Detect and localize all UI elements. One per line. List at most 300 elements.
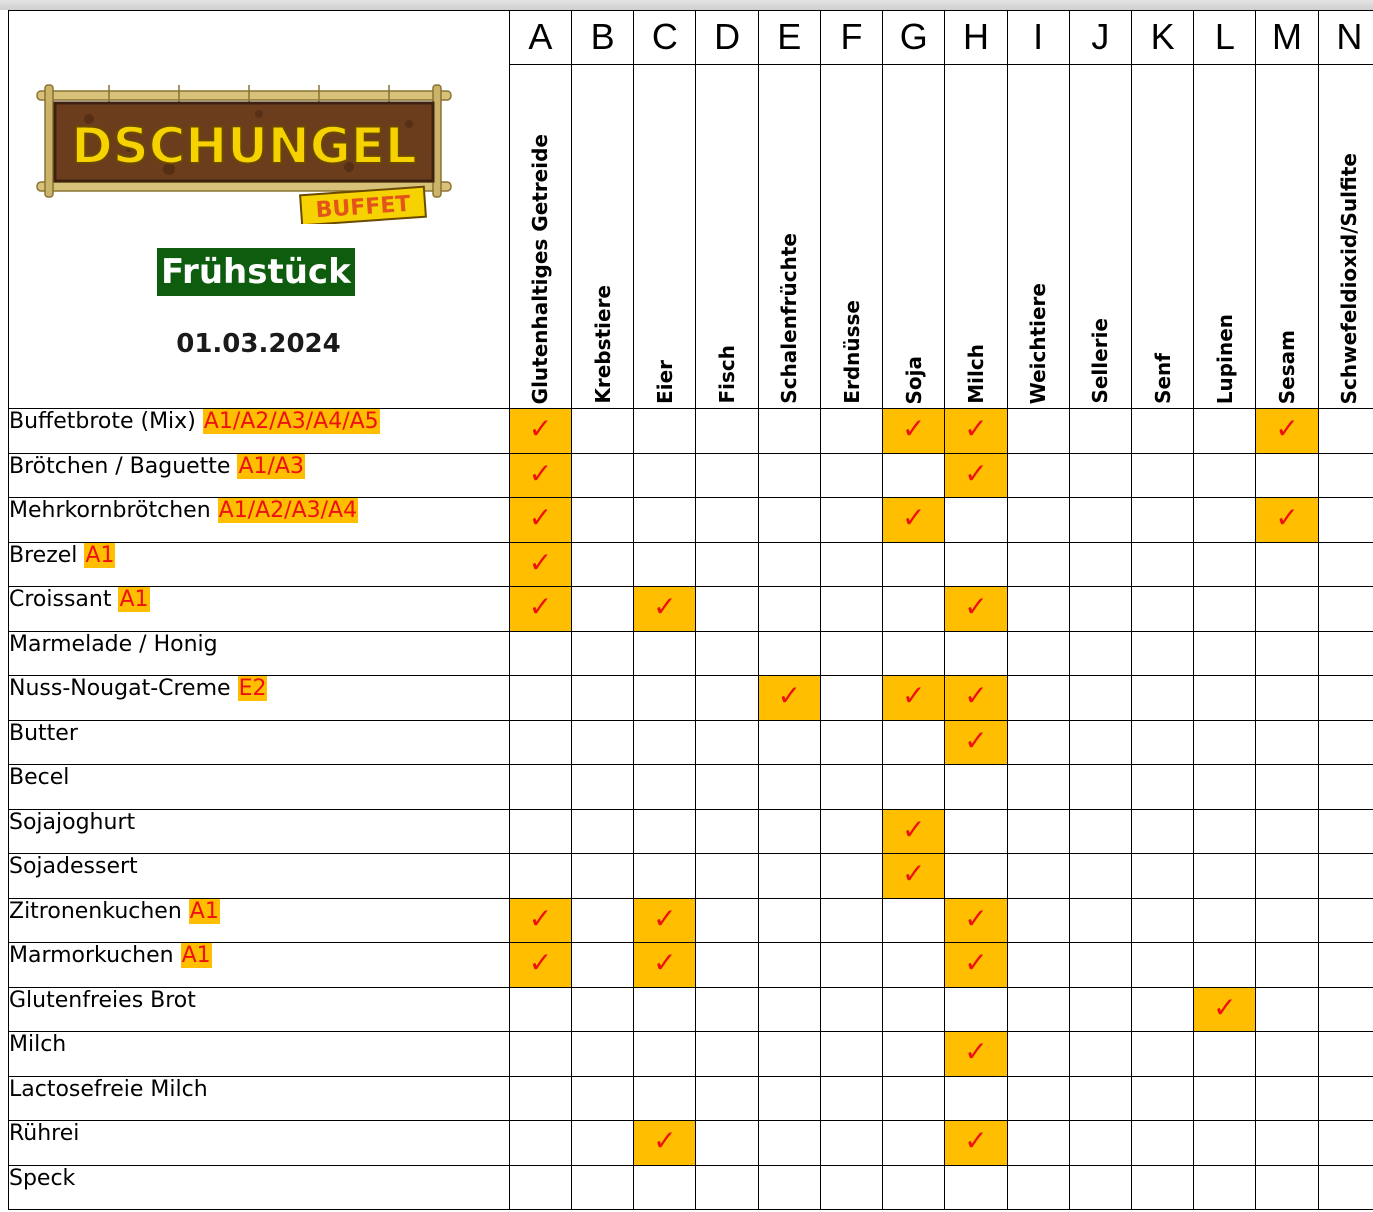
allergen-cell-c bbox=[634, 854, 696, 899]
allergen-name: Senf bbox=[1150, 353, 1175, 404]
allergen-cell-l bbox=[1194, 409, 1256, 454]
allergen-cell-l bbox=[1194, 453, 1256, 498]
allergen-name: Sellerie bbox=[1088, 318, 1113, 404]
allergen-cell-d bbox=[696, 498, 758, 543]
allergen-cell-f bbox=[820, 498, 882, 543]
item-name-cell bbox=[9, 809, 510, 854]
allergen-cell-h bbox=[945, 987, 1007, 1032]
check-icon: ✓ bbox=[1213, 990, 1237, 1024]
allergen-cell-a bbox=[509, 898, 571, 943]
allergen-cell-m bbox=[1256, 587, 1318, 632]
item-name-cell bbox=[9, 676, 510, 721]
meal-title: Frühstück bbox=[157, 248, 355, 296]
allergen-cell-f bbox=[820, 409, 882, 454]
allergen-cell-i bbox=[1007, 498, 1069, 543]
allergen-cell-e bbox=[758, 409, 820, 454]
allergen-cell-d bbox=[696, 943, 758, 988]
allergen-cell-k bbox=[1132, 1165, 1194, 1210]
check-icon: ✓ bbox=[902, 812, 926, 846]
item-name: Mehrkornbrötchen bbox=[9, 498, 211, 523]
allergen-cell-e bbox=[758, 453, 820, 498]
allergen-cell-j bbox=[1069, 765, 1131, 810]
allergen-cell-j bbox=[1069, 1121, 1131, 1166]
allergen-cell-b bbox=[572, 854, 634, 899]
allergen-cell-b bbox=[572, 1076, 634, 1121]
allergen-cell-l bbox=[1194, 498, 1256, 543]
allergen-cell-f bbox=[820, 1121, 882, 1166]
allergen-cell-b bbox=[572, 498, 634, 543]
table-row bbox=[9, 542, 1373, 587]
allergen-cell-m bbox=[1256, 542, 1318, 587]
additive-code: A1/A2/A3/A4 bbox=[218, 498, 358, 523]
allergen-cell-a bbox=[509, 498, 571, 543]
allergen-cell-h bbox=[945, 542, 1007, 587]
check-icon: ✓ bbox=[902, 679, 926, 712]
allergen-cell-j bbox=[1069, 1076, 1131, 1121]
allergen-cell-c bbox=[634, 765, 696, 810]
item-name-cell bbox=[9, 720, 510, 765]
additive-code: A1 bbox=[181, 943, 211, 968]
allergen-cell-i bbox=[1007, 453, 1069, 498]
allergen-cell-j bbox=[1069, 987, 1131, 1032]
item-name: Butter bbox=[9, 720, 78, 746]
allergen-cell-i bbox=[1007, 631, 1069, 676]
allergen-cell-m bbox=[1256, 498, 1318, 543]
item-name: Speck bbox=[9, 1165, 76, 1191]
allergen-cell-i bbox=[1007, 898, 1069, 943]
item-name-cell bbox=[9, 854, 510, 899]
dschungel-buffet-logo bbox=[29, 79, 459, 224]
allergen-cell-k bbox=[1132, 854, 1194, 899]
allergen-cell-n bbox=[1318, 631, 1373, 676]
allergen-cell-g bbox=[883, 587, 945, 632]
allergen-cell-j bbox=[1069, 409, 1131, 454]
allergen-cell-n bbox=[1318, 1076, 1373, 1121]
allergen-cell-n bbox=[1318, 1121, 1373, 1166]
allergen-cell-g bbox=[883, 676, 945, 721]
allergen-name: Erdnüsse bbox=[839, 300, 864, 404]
table-row bbox=[9, 587, 1373, 632]
check-icon: ✓ bbox=[964, 1035, 988, 1068]
check-icon: ✓ bbox=[964, 590, 988, 623]
allergen-cell-n bbox=[1318, 765, 1373, 810]
allergen-cell-d bbox=[696, 542, 758, 587]
allergen-cell-n bbox=[1318, 720, 1373, 765]
allergen-cell-c bbox=[634, 1121, 696, 1166]
allergen-cell-e bbox=[758, 765, 820, 810]
item-name-cell bbox=[9, 987, 510, 1032]
check-icon: ✓ bbox=[777, 679, 802, 712]
allergen-cell-f bbox=[820, 631, 882, 676]
allergen-cell-k bbox=[1132, 987, 1194, 1032]
brand-header-cell bbox=[9, 11, 510, 409]
allergen-cell-m bbox=[1256, 1032, 1318, 1077]
item-name-cell bbox=[9, 409, 510, 454]
allergen-cell-f bbox=[820, 898, 882, 943]
allergen-cell-l bbox=[1194, 809, 1256, 854]
allergen-cell-j bbox=[1069, 587, 1131, 632]
allergen-cell-h bbox=[945, 587, 1007, 632]
check-icon: ✓ bbox=[964, 456, 988, 490]
allergen-name: Sesam bbox=[1275, 329, 1300, 404]
allergen-header-e bbox=[758, 64, 820, 408]
allergen-header-l bbox=[1194, 64, 1256, 408]
allergen-cell-a bbox=[509, 1165, 571, 1210]
allergen-cell-e bbox=[758, 498, 820, 543]
allergen-cell-a bbox=[509, 409, 571, 454]
allergen-cell-f bbox=[820, 987, 882, 1032]
check-icon: ✓ bbox=[528, 590, 553, 623]
allergen-cell-k bbox=[1132, 676, 1194, 721]
allergen-cell-m bbox=[1256, 631, 1318, 676]
allergen-letter-e: E bbox=[758, 11, 820, 65]
allergen-cell-f bbox=[820, 676, 882, 721]
allergen-cell-b bbox=[572, 765, 634, 810]
table-row bbox=[9, 676, 1373, 721]
check-icon: ✓ bbox=[964, 946, 988, 979]
allergen-cell-k bbox=[1132, 498, 1194, 543]
item-name-cell bbox=[9, 1032, 510, 1077]
item-name: Croissant bbox=[9, 587, 112, 612]
allergen-cell-h bbox=[945, 809, 1007, 854]
allergen-cell-g bbox=[883, 409, 945, 454]
allergen-cell-d bbox=[696, 1121, 758, 1166]
allergen-header-k bbox=[1132, 64, 1194, 408]
allergen-cell-e bbox=[758, 720, 820, 765]
table-row bbox=[9, 987, 1373, 1032]
allergen-cell-g bbox=[883, 631, 945, 676]
allergen-cell-n bbox=[1318, 987, 1373, 1032]
additive-code: A1 bbox=[119, 587, 149, 612]
allergen-cell-a bbox=[509, 809, 571, 854]
allergen-cell-b bbox=[572, 1121, 634, 1166]
allergen-cell-i bbox=[1007, 1032, 1069, 1077]
item-name: Marmorkuchen bbox=[9, 943, 174, 968]
allergen-cell-d bbox=[696, 854, 758, 899]
allergen-cell-e bbox=[758, 987, 820, 1032]
allergen-cell-f bbox=[820, 809, 882, 854]
check-icon: ✓ bbox=[653, 590, 677, 623]
allergen-cell-a bbox=[509, 1032, 571, 1077]
allergen-cell-d bbox=[696, 987, 758, 1032]
allergen-cell-f bbox=[820, 765, 882, 810]
additive-code: A1/A2/A3/A4/A5 bbox=[203, 409, 379, 434]
allergen-cell-b bbox=[572, 809, 634, 854]
item-name: Zitronenkuchen bbox=[9, 898, 182, 924]
allergen-cell-l bbox=[1194, 898, 1256, 943]
allergen-cell-n bbox=[1318, 676, 1373, 721]
allergen-cell-f bbox=[820, 587, 882, 632]
allergen-cell-h bbox=[945, 720, 1007, 765]
allergen-cell-d bbox=[696, 587, 758, 632]
allergen-cell-j bbox=[1069, 676, 1131, 721]
allergen-cell-l bbox=[1194, 1076, 1256, 1121]
allergen-cell-n bbox=[1318, 453, 1373, 498]
table-row bbox=[9, 631, 1373, 676]
allergen-matrix bbox=[9, 409, 1373, 1210]
allergen-letter-row bbox=[9, 11, 1373, 65]
allergen-cell-h bbox=[945, 1032, 1007, 1077]
table-row bbox=[9, 498, 1373, 543]
allergen-name: Soja bbox=[901, 355, 926, 404]
allergen-letter-m: M bbox=[1256, 11, 1318, 65]
allergen-cell-g bbox=[883, 943, 945, 988]
allergen-cell-n bbox=[1318, 898, 1373, 943]
allergen-cell-j bbox=[1069, 542, 1131, 587]
check-icon: ✓ bbox=[528, 501, 553, 534]
allergen-cell-e bbox=[758, 587, 820, 632]
additive-code: A1 bbox=[189, 898, 219, 924]
allergen-cell-l bbox=[1194, 1121, 1256, 1166]
item-name: Glutenfreies Brot bbox=[9, 987, 196, 1013]
check-icon: ✓ bbox=[902, 501, 926, 534]
allergen-name: Weichtiere bbox=[1026, 282, 1051, 404]
allergen-cell-h bbox=[945, 765, 1007, 810]
allergen-cell-i bbox=[1007, 765, 1069, 810]
allergen-cell-a bbox=[509, 765, 571, 810]
allergen-name: Krebstiere bbox=[590, 285, 615, 404]
menu-date: 01.03.2024 bbox=[176, 329, 341, 359]
allergen-cell-j bbox=[1069, 1165, 1131, 1210]
item-name-cell bbox=[9, 498, 510, 543]
allergen-cell-c bbox=[634, 898, 696, 943]
allergen-header-i bbox=[1007, 64, 1069, 408]
allergen-cell-m bbox=[1256, 1165, 1318, 1210]
allergen-cell-m bbox=[1256, 943, 1318, 988]
item-name: Milch bbox=[9, 1032, 67, 1057]
allergen-cell-e bbox=[758, 898, 820, 943]
allergen-cell-b bbox=[572, 542, 634, 587]
allergen-cell-b bbox=[572, 631, 634, 676]
allergen-cell-g bbox=[883, 720, 945, 765]
allergen-cell-a bbox=[509, 1076, 571, 1121]
allergen-cell-h bbox=[945, 854, 1007, 899]
allergen-cell-k bbox=[1132, 453, 1194, 498]
allergen-cell-j bbox=[1069, 720, 1131, 765]
check-icon: ✓ bbox=[528, 946, 553, 979]
allergen-cell-b bbox=[572, 1165, 634, 1210]
allergen-cell-l bbox=[1194, 765, 1256, 810]
allergen-cell-c bbox=[634, 631, 696, 676]
allergen-cell-a bbox=[509, 453, 571, 498]
allergen-cell-m bbox=[1256, 453, 1318, 498]
allergen-cell-d bbox=[696, 631, 758, 676]
allergen-cell-c bbox=[634, 1076, 696, 1121]
allergen-cell-d bbox=[696, 453, 758, 498]
allergen-cell-m bbox=[1256, 1076, 1318, 1121]
allergen-cell-b bbox=[572, 409, 634, 454]
table-row bbox=[9, 943, 1373, 988]
item-name: Sojajoghurt bbox=[9, 809, 136, 835]
allergen-cell-l bbox=[1194, 720, 1256, 765]
allergen-cell-a bbox=[509, 943, 571, 988]
allergen-header-j bbox=[1069, 64, 1131, 408]
allergen-cell-e bbox=[758, 631, 820, 676]
allergen-cell-j bbox=[1069, 854, 1131, 899]
item-name-cell bbox=[9, 898, 510, 943]
allergen-cell-m bbox=[1256, 809, 1318, 854]
item-name: Nuss-Nougat-Creme bbox=[9, 676, 231, 701]
allergen-cell-g bbox=[883, 542, 945, 587]
allergen-cell-c bbox=[634, 1165, 696, 1210]
allergen-cell-g bbox=[883, 1076, 945, 1121]
table-row bbox=[9, 898, 1373, 943]
allergen-cell-i bbox=[1007, 1121, 1069, 1166]
allergen-name: Schalenfrüchte bbox=[777, 233, 802, 404]
allergen-cell-e bbox=[758, 854, 820, 899]
allergen-cell-m bbox=[1256, 987, 1318, 1032]
allergen-letter-a: A bbox=[509, 11, 571, 65]
check-icon: ✓ bbox=[964, 679, 988, 712]
allergen-cell-h bbox=[945, 676, 1007, 721]
allergen-cell-k bbox=[1132, 1121, 1194, 1166]
allergen-cell-h bbox=[945, 409, 1007, 454]
allergen-cell-b bbox=[572, 720, 634, 765]
allergen-name: Lupinen bbox=[1212, 313, 1237, 404]
check-icon: ✓ bbox=[653, 946, 677, 979]
allergen-cell-c bbox=[634, 943, 696, 988]
allergen-letter-b: B bbox=[572, 11, 634, 65]
table-row bbox=[9, 854, 1373, 899]
allergen-cell-m bbox=[1256, 720, 1318, 765]
allergen-cell-g bbox=[883, 1121, 945, 1166]
allergen-cell-k bbox=[1132, 765, 1194, 810]
allergen-letter-h: H bbox=[945, 11, 1007, 65]
allergen-cell-e bbox=[758, 1165, 820, 1210]
allergen-cell-e bbox=[758, 1121, 820, 1166]
allergen-cell-m bbox=[1256, 854, 1318, 899]
allergen-cell-n bbox=[1318, 498, 1373, 543]
item-name-cell bbox=[9, 587, 510, 632]
allergen-cell-n bbox=[1318, 854, 1373, 899]
allergen-cell-j bbox=[1069, 809, 1131, 854]
table-row bbox=[9, 1032, 1373, 1077]
allergen-cell-i bbox=[1007, 542, 1069, 587]
item-name: Brezel bbox=[9, 542, 78, 568]
allergen-cell-n bbox=[1318, 542, 1373, 587]
allergen-cell-k bbox=[1132, 587, 1194, 632]
allergen-cell-f bbox=[820, 1165, 882, 1210]
allergen-cell-b bbox=[572, 943, 634, 988]
allergen-cell-k bbox=[1132, 542, 1194, 587]
item-name-cell bbox=[9, 542, 510, 587]
allergen-header-h bbox=[945, 64, 1007, 408]
table-row bbox=[9, 453, 1373, 498]
table-row bbox=[9, 1165, 1373, 1210]
table-row bbox=[9, 765, 1373, 810]
allergen-cell-d bbox=[696, 676, 758, 721]
allergen-cell-h bbox=[945, 1121, 1007, 1166]
allergen-cell-m bbox=[1256, 409, 1318, 454]
check-icon: ✓ bbox=[964, 1124, 988, 1157]
allergen-cell-d bbox=[696, 720, 758, 765]
allergen-cell-j bbox=[1069, 498, 1131, 543]
allergen-cell-i bbox=[1007, 1165, 1069, 1210]
allergen-cell-b bbox=[572, 898, 634, 943]
item-name: Marmelade / Honig bbox=[9, 631, 218, 657]
allergen-cell-b bbox=[572, 1032, 634, 1077]
allergen-letter-f: F bbox=[820, 11, 882, 65]
check-icon: ✓ bbox=[653, 1124, 677, 1157]
allergen-cell-n bbox=[1318, 1032, 1373, 1077]
check-icon: ✓ bbox=[528, 412, 553, 445]
allergen-cell-i bbox=[1007, 676, 1069, 721]
allergen-cell-f bbox=[820, 453, 882, 498]
allergen-cell-k bbox=[1132, 1076, 1194, 1121]
allergen-letter-c: C bbox=[634, 11, 696, 65]
check-icon: ✓ bbox=[1275, 501, 1299, 534]
check-icon: ✓ bbox=[653, 901, 677, 935]
allergen-cell-l bbox=[1194, 987, 1256, 1032]
allergen-letter-i: I bbox=[1007, 11, 1069, 65]
allergen-cell-e bbox=[758, 676, 820, 721]
allergen-header-m bbox=[1256, 64, 1318, 408]
item-name: Brötchen / Baguette bbox=[9, 453, 231, 479]
allergen-cell-a bbox=[509, 987, 571, 1032]
allergen-cell-c bbox=[634, 453, 696, 498]
allergen-cell-f bbox=[820, 542, 882, 587]
allergen-header-f bbox=[820, 64, 882, 408]
allergen-cell-a bbox=[509, 542, 571, 587]
allergen-name: Schwefeldioxid/Sulfite bbox=[1337, 152, 1362, 404]
allergen-cell-g bbox=[883, 854, 945, 899]
allergen-cell-k bbox=[1132, 720, 1194, 765]
allergen-cell-c bbox=[634, 1032, 696, 1077]
allergen-cell-i bbox=[1007, 1076, 1069, 1121]
allergen-cell-f bbox=[820, 854, 882, 899]
allergen-cell-e bbox=[758, 943, 820, 988]
table-row bbox=[9, 1121, 1373, 1166]
check-icon: ✓ bbox=[964, 723, 988, 757]
allergen-cell-j bbox=[1069, 898, 1131, 943]
allergen-cell-k bbox=[1132, 898, 1194, 943]
allergen-header-d bbox=[696, 64, 758, 408]
check-icon: ✓ bbox=[964, 412, 988, 445]
item-name-cell bbox=[9, 1165, 510, 1210]
item-name: Lactosefreie Milch bbox=[9, 1076, 208, 1102]
allergen-cell-f bbox=[820, 943, 882, 988]
allergen-cell-c bbox=[634, 587, 696, 632]
allergen-cell-a bbox=[509, 676, 571, 721]
allergen-cell-h bbox=[945, 898, 1007, 943]
allergen-cell-n bbox=[1318, 809, 1373, 854]
allergen-cell-e bbox=[758, 542, 820, 587]
allergen-header-b bbox=[572, 64, 634, 408]
allergen-cell-a bbox=[509, 631, 571, 676]
check-icon: ✓ bbox=[1275, 412, 1299, 445]
allergen-name: Eier bbox=[652, 360, 677, 404]
allergen-name: Milch bbox=[963, 344, 988, 404]
allergen-cell-l bbox=[1194, 676, 1256, 721]
allergen-cell-m bbox=[1256, 676, 1318, 721]
allergen-cell-i bbox=[1007, 809, 1069, 854]
allergen-name: Glutenhaltiges Getreide bbox=[528, 133, 553, 404]
item-name: Rührei bbox=[9, 1121, 80, 1146]
allergen-cell-l bbox=[1194, 1165, 1256, 1210]
allergen-cell-a bbox=[509, 1121, 571, 1166]
allergen-letter-d: D bbox=[696, 11, 758, 65]
allergen-cell-h bbox=[945, 453, 1007, 498]
allergen-cell-c bbox=[634, 542, 696, 587]
item-name-cell bbox=[9, 631, 510, 676]
check-icon: ✓ bbox=[902, 412, 926, 445]
allergen-cell-e bbox=[758, 1076, 820, 1121]
table-row bbox=[9, 409, 1373, 454]
allergen-cell-h bbox=[945, 1165, 1007, 1210]
check-icon: ✓ bbox=[902, 857, 926, 890]
allergen-cell-n bbox=[1318, 409, 1373, 454]
allergen-cell-b bbox=[572, 676, 634, 721]
